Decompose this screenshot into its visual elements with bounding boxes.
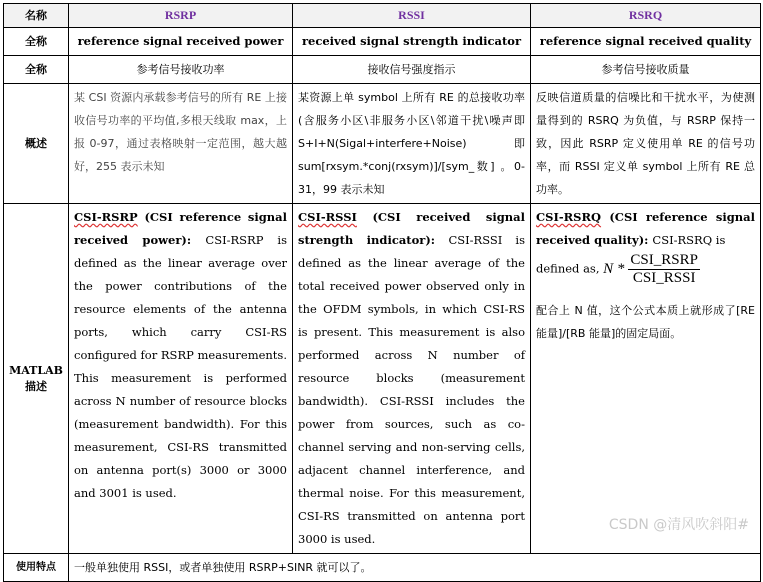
rsrq-fullname-en: reference signal received quality bbox=[531, 28, 761, 56]
rsrq-body1: CSI-RSRQ is bbox=[652, 233, 726, 247]
fullname-en-row bbox=[4, 28, 761, 56]
rssi-term-desc: (CSI received signal strength indicator): bbox=[298, 210, 525, 247]
usage-row bbox=[4, 554, 761, 582]
formula-denominator: CSI_RSSI bbox=[632, 270, 696, 286]
rsrq-formula bbox=[603, 252, 700, 287]
matlab-row bbox=[4, 204, 761, 554]
formula-numerator: CSI_RSRP bbox=[630, 252, 698, 268]
rsrq-overview: 反映信道质量的信噪比和干扰水平，为使测量得到的 RSRQ 为负值，与 RSRP 保持一致，因此 RSRP 定义使用单 RE 的信号功率，而 RSSI 定义单 symbol 上所有 RE 总功率。 bbox=[531, 84, 761, 204]
rsrq-fullname-cn: 参考信号接收质量 bbox=[531, 56, 761, 84]
rssi-matlab-desc bbox=[293, 204, 531, 554]
rssi-overview: 某资源上单 symbol 上所有 RE 的总接收功率(含服务小区\非服务小区\邻道干扰\噪声即 S+I+N(Sigal+interfere+Noise)即 sum[rxsym.*conj(rxsym)]/[sym_数] 。0-31，99 表示未知 bbox=[293, 84, 531, 204]
csdn-watermark: CSDN @清风吹斜阳# bbox=[608, 517, 749, 533]
rsrq-matlab-desc bbox=[531, 204, 761, 554]
usage-label: 使用特点 bbox=[4, 554, 69, 582]
rssi-body: CSI-RSSI is defined as the linear average of the total received power observed only in the OFDM symbols, in which CSI-RS is present. This measurement is also performed across N number of resource blocks (measurement bandwidth). CSI-RSSI includes the power from sources, such as co-channel serving and non-serving cells, adjacent channel interference, and thermal noise. For this measurement, CSI-RS transmitted on antenna port 3000 is used. bbox=[298, 233, 525, 546]
overview-row bbox=[4, 84, 761, 204]
fullname-cn-label: 全称 bbox=[4, 56, 69, 84]
name-label: 名称 bbox=[4, 4, 69, 28]
rsrq-note: 配合上 N 值，这个公式本质上就形成了[RE 能量]/[RB 能量]的固定局面。 bbox=[536, 304, 755, 340]
usage-text: 一般单独使用 RSSI，或者单独使用 RSRP+SINR 就可以了。 bbox=[69, 554, 761, 582]
rsrp-term: CSI-RSRP bbox=[74, 210, 138, 224]
rssi-term: CSI-RSSI bbox=[298, 210, 357, 224]
matlab-label-line2: 描述 bbox=[25, 379, 47, 393]
rsrq-term: CSI-RSRQ bbox=[536, 210, 602, 224]
comparison-table bbox=[3, 3, 761, 582]
rsrp-body: CSI-RSRP is defined as the linear average over the power contributions of the resource elements of the antenna ports, which carry CSI-RS configured for RSRP measurements. This measurement is performed across N number of resource blocks (measurement bandwidth). For this measurement, CSI-RS transmitted on antenna port(s) 3000 or 3000 and 3001 is used. bbox=[74, 233, 287, 500]
rsrp-fullname-cn: 参考信号接收功率 bbox=[69, 56, 293, 84]
rssi-fullname-en: received signal strength indicator bbox=[293, 28, 531, 56]
rsrp-term-desc: (CSI reference signal received power): bbox=[74, 210, 287, 247]
name-row bbox=[4, 4, 761, 28]
formula-n: N * bbox=[603, 261, 625, 277]
formula-fraction bbox=[628, 252, 700, 287]
rsrp-matlab-desc bbox=[69, 204, 293, 554]
rsrq-term-desc: (CSI reference signal received quality): bbox=[536, 210, 755, 247]
overview-label: 概述 bbox=[4, 84, 69, 204]
rsrp-title: RSRP bbox=[69, 4, 293, 28]
matlab-label bbox=[4, 204, 69, 554]
fullname-en-label: 全称 bbox=[4, 28, 69, 56]
rssi-fullname-cn: 接收信号强度指示 bbox=[293, 56, 531, 84]
fullname-cn-row bbox=[4, 56, 761, 84]
rsrq-title: RSRQ bbox=[531, 4, 761, 28]
rssi-title: RSSI bbox=[293, 4, 531, 28]
rsrp-fullname-en: reference signal received power bbox=[69, 28, 293, 56]
matlab-label-line1: MATLAB bbox=[9, 363, 63, 377]
rsrp-overview: 某 CSI 资源内承载参考信号的所有 RE 上接收信号功率的平均值,多根天线取 max，上报 0-97，通过表格映射一定范围，越大越好，255 表示未知 bbox=[69, 84, 293, 204]
rsrq-body2: defined as, bbox=[536, 261, 600, 276]
spacer bbox=[536, 287, 755, 299]
